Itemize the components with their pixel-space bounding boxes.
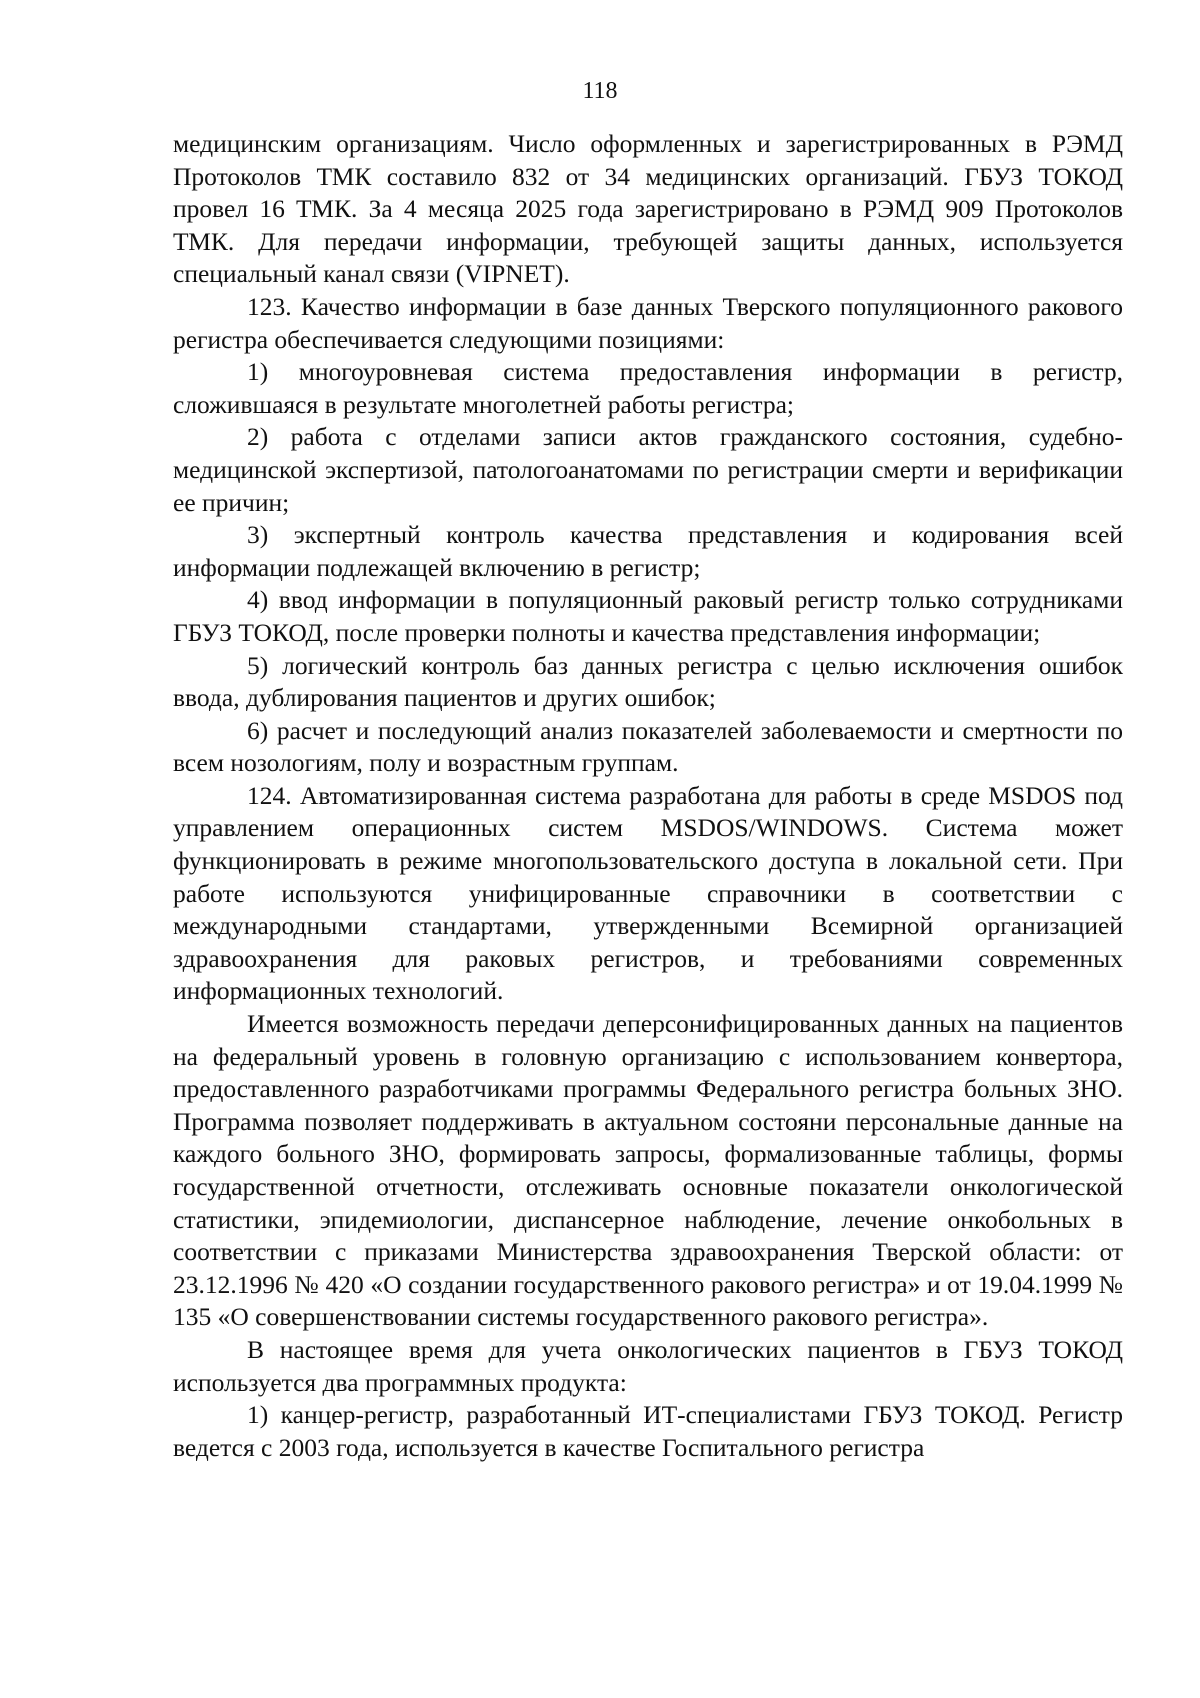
- list-item-5: 5) логический контроль баз данных регистра с целью исключения ошибок ввода, дублирования пациентов и других ошибок;: [173, 650, 1123, 713]
- list-item-1: 1) многоуровневая система предоставления информации в регистр, сложившаяся в результате многолетней работы регистра;: [173, 357, 1123, 419]
- list-item-cancer-register: 1) канцер-регистр, разработанный ИТ-специалистами ГБУЗ ТОКОД. Регистр ведется с 2003 года, используется в качестве Госпитального регистра: [173, 1400, 1123, 1462]
- list-item-3: 3) экспертный контроль качества представления и кодирования всей информации подлежащей включению в регистр;: [173, 520, 1123, 582]
- list-item-4: 4) ввод информации в популяционный раковый регистр только сотрудниками ГБУЗ ТОКОД, после проверки полноты и качества представления информации;: [173, 585, 1123, 647]
- paragraph-data-transfer: Имеется возможность передачи деперсонифицированных данных на пациентов на федеральный уровень в головную организацию с использованием конвертора, предоставленного разработчиками программы Федерального регистра больных ЗНО. Программа позволяет поддерживать в актуальном состояни персональные данные на каждого больного ЗНО, формировать запросы, формализованные таблицы, формы государственной отчетности, отслеживать основные показатели онкологической статистики, эпидемиологии, диспансерное наблюдение, лечение онкобольных в соответствии с приказами Министерства здравоохранения Тверской области: от 23.12.1996 № 420 «О создании государственного ракового регистра» и от 19.04.1999 № 135 «О совершенствовании системы государственного ракового регистра».: [173, 1009, 1123, 1332]
- paragraph-124: 124. Автоматизированная система разработана для работы в среде MSDOS под управлением операционных систем MSDOS/WINDOWS. Система может функционировать в режиме многопользовательского доступа в локальной сети. При работе используются унифицированные справочники в соответствии с международными стандартами, утвержденными Всемирной организацией здравоохранения для раковых регистров, и требованиями современных информационных технологий.: [173, 780, 1123, 1006]
- page-number: 118: [582, 78, 618, 104]
- document-body: [173, 128, 1123, 1464]
- paragraph-software-products: В настоящее время для учета онкологических пациентов в ГБУЗ ТОКОД используется два программных продукта:: [173, 1334, 1123, 1397]
- list-item-2: 2) работа с отделами записи актов гражданского состояния, судебно-медицинской экспертизой, патологоанатомами по регистрации смерти и верификации ее причин;: [173, 422, 1123, 517]
- list-item-6: 6) расчет и последующий анализ показателей заболеваемости и смертности по всем нозологиям, полу и возрастным группам.: [173, 715, 1123, 778]
- paragraph-continuation: медицинским организациям. Число оформленных и зарегистрированных в РЭМД Протоколов ТМК составило 832 от 34 медицинских организаций. ГБУЗ ТОКОД провел 16 ТМК. За 4 месяца 2025 года зарегистрировано в РЭМД 909 Протоколов ТМК. Для передачи информации, требующей защиты данных, используется специальный канал связи (VIPNET).: [173, 129, 1123, 289]
- paragraph-123: 123. Качество информации в базе данных Тверского популяционного ракового регистра обеспечивается следующими позициями:: [173, 291, 1123, 354]
